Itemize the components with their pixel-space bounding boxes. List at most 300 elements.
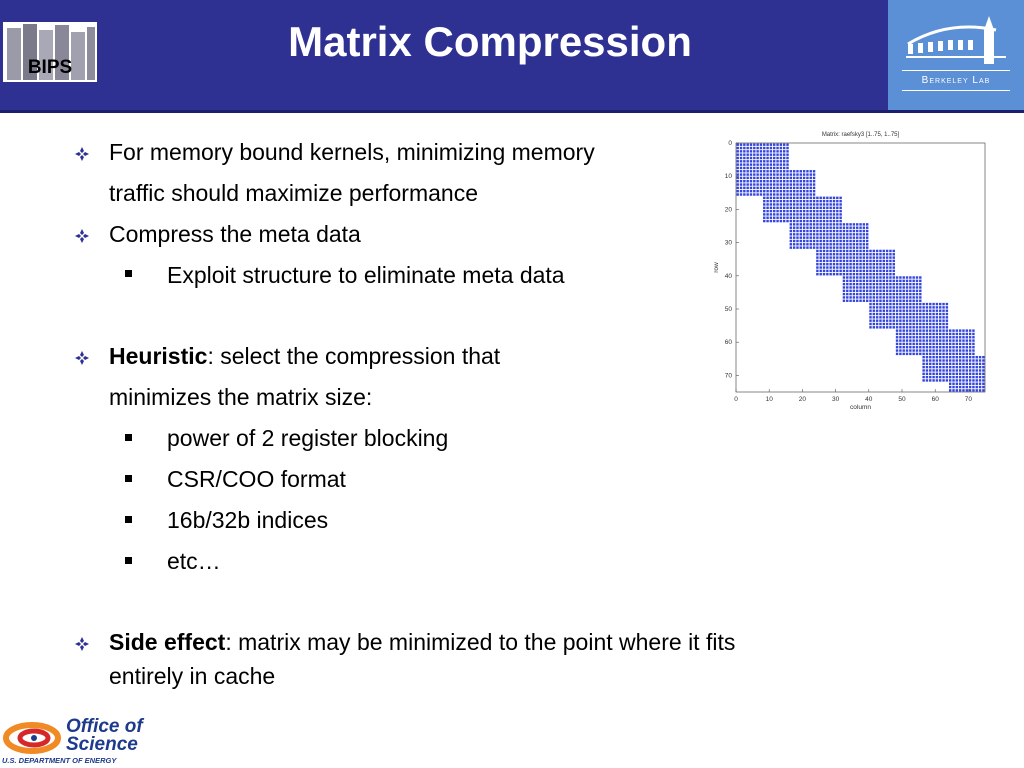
nonzero-dot: [793, 227, 795, 229]
nonzero-dot: [849, 236, 851, 238]
nonzero-dot: [800, 230, 802, 232]
nonzero-dot: [776, 210, 778, 212]
nonzero-dot: [763, 183, 765, 185]
y-tick-label: 60: [724, 339, 732, 347]
nonzero-dot: [863, 223, 865, 225]
nonzero-dot: [839, 236, 841, 238]
nonzero-dot: [783, 157, 785, 159]
nonzero-dot: [833, 200, 835, 202]
nonzero-dot: [803, 246, 805, 248]
nonzero-dot: [906, 319, 908, 321]
nonzero-dot: [966, 356, 968, 358]
nonzero-dot: [939, 310, 941, 312]
nonzero-dot: [740, 163, 742, 165]
nonzero-dot: [959, 353, 961, 355]
nonzero-dot: [846, 240, 848, 242]
nonzero-dot: [893, 283, 895, 285]
nonzero-dot: [909, 293, 911, 295]
nonzero-dot: [969, 329, 971, 331]
nonzero-dot: [976, 359, 978, 361]
nonzero-dot: [962, 356, 964, 358]
nonzero-dot: [969, 363, 971, 365]
nonzero-dot: [810, 207, 812, 209]
nonzero-dot: [866, 227, 868, 229]
nonzero-dot: [863, 263, 865, 265]
nonzero-dot: [866, 283, 868, 285]
nonzero-dot: [926, 306, 928, 308]
nonzero-dot: [853, 227, 855, 229]
nonzero-dot: [909, 280, 911, 282]
nonzero-dot: [737, 193, 739, 195]
nonzero-dot: [849, 266, 851, 268]
nonzero-dot: [912, 343, 914, 345]
nonzero-dot: [926, 313, 928, 315]
nonzero-dot: [786, 187, 788, 189]
nonzero-dot: [849, 283, 851, 285]
nonzero-dot: [972, 329, 974, 331]
nonzero-dot: [899, 346, 901, 348]
nonzero-dot: [750, 153, 752, 155]
nonzero-dot: [763, 200, 765, 202]
nonzero-dot: [869, 273, 871, 275]
nonzero-dot: [959, 329, 961, 331]
nonzero-dot: [766, 147, 768, 149]
nonzero-dot: [816, 223, 818, 225]
nonzero-dot: [879, 266, 881, 268]
nonzero-dot: [786, 183, 788, 185]
nonzero-dot: [826, 197, 828, 199]
nonzero-dot: [839, 227, 841, 229]
nonzero-dot: [903, 283, 905, 285]
nonzero-dot: [746, 170, 748, 172]
nonzero-dot: [859, 283, 861, 285]
nonzero-dot: [816, 227, 818, 229]
nonzero-dot: [786, 193, 788, 195]
nonzero-dot: [959, 373, 961, 375]
nonzero-dot: [879, 296, 881, 298]
y-tick-label: 30: [724, 239, 732, 247]
nonzero-dot: [820, 207, 822, 209]
bullet-rest: : select the compression that: [207, 343, 501, 369]
nonzero-dot: [820, 236, 822, 238]
nonzero-dot: [972, 389, 974, 391]
nonzero-dot: [886, 266, 888, 268]
nonzero-dot: [863, 266, 865, 268]
nonzero-dot: [766, 167, 768, 169]
nonzero-dot: [766, 200, 768, 202]
nonzero-dot: [766, 180, 768, 182]
nonzero-dot: [776, 193, 778, 195]
nonzero-dot: [866, 290, 868, 292]
nonzero-dot: [972, 379, 974, 381]
nonzero-dot: [912, 346, 914, 348]
nonzero-dot: [786, 147, 788, 149]
nonzero-dot: [906, 310, 908, 312]
nonzero-dot: [876, 263, 878, 265]
bullet-text: [109, 628, 735, 656]
nonzero-dot: [773, 187, 775, 189]
nonzero-dot: [866, 260, 868, 262]
nonzero-dot: [839, 273, 841, 275]
nonzero-dot: [846, 250, 848, 252]
nonzero-dot: [786, 213, 788, 215]
nonzero-dot: [846, 256, 848, 258]
nonzero-dot: [906, 323, 908, 325]
nonzero-dot: [966, 349, 968, 351]
nonzero-dot: [783, 193, 785, 195]
berkeley-lab-text: Berkeley Lab: [921, 75, 991, 86]
nonzero-dot: [760, 167, 762, 169]
nonzero-dot: [737, 183, 739, 185]
nonzero-dot: [750, 170, 752, 172]
nonzero-dot: [780, 153, 782, 155]
nonzero-dot: [903, 293, 905, 295]
nonzero-dot: [846, 276, 848, 278]
nonzero-dot: [893, 286, 895, 288]
nonzero-dot: [942, 303, 944, 305]
nonzero-dot: [883, 319, 885, 321]
nonzero-dot: [906, 296, 908, 298]
nonzero-dot: [836, 240, 838, 242]
nonzero-dot: [869, 306, 871, 308]
nonzero-dot: [922, 329, 924, 331]
nonzero-dot: [813, 193, 815, 195]
nonzero-dot: [869, 296, 871, 298]
nonzero-dot: [859, 286, 861, 288]
nonzero-dot: [843, 300, 845, 302]
nonzero-dot: [929, 369, 931, 371]
nonzero-dot: [803, 177, 805, 179]
nonzero-dot: [939, 369, 941, 371]
nonzero-dot: [800, 190, 802, 192]
nonzero-dot: [886, 290, 888, 292]
nonzero-dot: [962, 339, 964, 341]
nonzero-dot: [893, 323, 895, 325]
nonzero-dot: [800, 240, 802, 242]
nonzero-dot: [846, 290, 848, 292]
nonzero-dot: [823, 263, 825, 265]
nonzero-dot: [803, 203, 805, 205]
nonzero-dot: [839, 210, 841, 212]
nonzero-dot: [952, 373, 954, 375]
nonzero-dot: [753, 144, 755, 146]
nonzero-dot: [866, 246, 868, 248]
nonzero-dot: [793, 243, 795, 245]
nonzero-dot: [903, 286, 905, 288]
nonzero-dot: [909, 326, 911, 328]
nonzero-dot: [949, 329, 951, 331]
nonzero-dot: [949, 346, 951, 348]
nonzero-dot: [829, 220, 831, 222]
nonzero-dot: [810, 180, 812, 182]
nonzero-dot: [876, 250, 878, 252]
nonzero-dot: [813, 220, 815, 222]
nonzero-dot: [839, 266, 841, 268]
nonzero-dot: [962, 343, 964, 345]
nonzero-dot: [783, 160, 785, 162]
nonzero-dot: [883, 316, 885, 318]
nonzero-dot: [879, 300, 881, 302]
nonzero-dot: [826, 233, 828, 235]
nonzero-dot: [916, 339, 918, 341]
nonzero-dot: [826, 200, 828, 202]
nonzero-dot: [803, 187, 805, 189]
nonzero-dot: [753, 190, 755, 192]
nonzero-dot: [796, 210, 798, 212]
nonzero-dot: [823, 233, 825, 235]
nonzero-dot: [919, 293, 921, 295]
nonzero-dot: [879, 310, 881, 312]
nonzero-dot: [952, 339, 954, 341]
nonzero-dot: [942, 333, 944, 335]
nonzero-dot: [906, 339, 908, 341]
nonzero-dot: [776, 163, 778, 165]
nonzero-dot: [929, 319, 931, 321]
nonzero-dot: [863, 293, 865, 295]
nonzero-dot: [952, 386, 954, 388]
nonzero-dot: [786, 217, 788, 219]
nonzero-dot: [873, 313, 875, 315]
nonzero-dot: [982, 366, 984, 368]
nonzero-dot: [796, 217, 798, 219]
nonzero-dot: [959, 333, 961, 335]
nonzero-dot: [826, 243, 828, 245]
nonzero-dot: [829, 246, 831, 248]
nonzero-dot: [932, 316, 934, 318]
nonzero-dot: [843, 246, 845, 248]
nonzero-dot: [753, 167, 755, 169]
nonzero-dot: [773, 193, 775, 195]
nonzero-dot: [780, 197, 782, 199]
nonzero-dot: [922, 306, 924, 308]
x-axis-label: column: [850, 404, 871, 411]
nonzero-dot: [956, 369, 958, 371]
nonzero-dot: [949, 389, 951, 391]
nonzero-dot: [966, 386, 968, 388]
nonzero-dot: [939, 356, 941, 358]
nonzero-dot: [903, 319, 905, 321]
nonzero-dot: [863, 276, 865, 278]
nonzero-dot: [796, 193, 798, 195]
nonzero-dot: [959, 359, 961, 361]
nonzero-dot: [889, 319, 891, 321]
nonzero-dot: [869, 270, 871, 272]
nonzero-dot: [903, 290, 905, 292]
nonzero-dot: [912, 313, 914, 315]
nonzero-dot: [800, 207, 802, 209]
nonzero-dot: [962, 349, 964, 351]
nonzero-dot: [796, 170, 798, 172]
nonzero-dot: [737, 170, 739, 172]
nonzero-dot: [783, 190, 785, 192]
nonzero-dot: [899, 343, 901, 345]
nonzero-dot: [916, 326, 918, 328]
nonzero-dot: [886, 296, 888, 298]
nonzero-dot: [859, 243, 861, 245]
nonzero-dot: [909, 306, 911, 308]
nonzero-dot: [859, 273, 861, 275]
nonzero-dot: [780, 200, 782, 202]
nonzero-dot: [936, 369, 938, 371]
nonzero-dot: [929, 316, 931, 318]
x-tick-label: 50: [898, 396, 906, 403]
nonzero-dot: [969, 343, 971, 345]
nonzero-dot: [859, 296, 861, 298]
nonzero-dot: [790, 236, 792, 238]
nonzero-dot: [952, 376, 954, 378]
nonzero-dot: [816, 213, 818, 215]
nonzero-dot: [843, 256, 845, 258]
nonzero-dot: [889, 266, 891, 268]
nonzero-dot: [956, 386, 958, 388]
nonzero-dot: [946, 310, 948, 312]
nonzero-dot: [919, 319, 921, 321]
nonzero-dot: [846, 286, 848, 288]
nonzero-dot: [889, 290, 891, 292]
nonzero-dot: [800, 223, 802, 225]
nonzero-dot: [836, 236, 838, 238]
nonzero-dot: [806, 193, 808, 195]
nonzero-dot: [946, 346, 948, 348]
nonzero-dot: [889, 260, 891, 262]
nonzero-dot: [760, 144, 762, 146]
nonzero-dot: [866, 270, 868, 272]
nonzero-dot: [929, 336, 931, 338]
nonzero-dot: [936, 323, 938, 325]
nonzero-dot: [783, 177, 785, 179]
nonzero-dot: [826, 210, 828, 212]
nonzero-dot: [829, 213, 831, 215]
nonzero-dot: [800, 210, 802, 212]
nonzero-dot: [936, 316, 938, 318]
nonzero-dot: [919, 296, 921, 298]
nonzero-dot: [926, 373, 928, 375]
nonzero-dot: [770, 217, 772, 219]
nonzero-dot: [919, 339, 921, 341]
nonzero-dot: [952, 329, 954, 331]
nonzero-dot: [936, 310, 938, 312]
nonzero-dot: [849, 276, 851, 278]
nonzero-dot: [766, 190, 768, 192]
y-tick-label: 20: [724, 206, 732, 214]
nonzero-dot: [846, 300, 848, 302]
nonzero-dot: [896, 349, 898, 351]
nonzero-dot: [766, 153, 768, 155]
nonzero-dot: [829, 270, 831, 272]
nonzero-dot: [889, 280, 891, 282]
nonzero-dot: [856, 276, 858, 278]
nonzero-dot: [903, 326, 905, 328]
nonzero-dot: [889, 316, 891, 318]
nonzero-dot: [766, 217, 768, 219]
nonzero-dot: [800, 180, 802, 182]
nonzero-dot: [776, 173, 778, 175]
nonzero-dot: [886, 319, 888, 321]
nonzero-dot: [926, 359, 928, 361]
nonzero-dot: [826, 217, 828, 219]
nonzero-dot: [750, 180, 752, 182]
nonzero-dot: [770, 220, 772, 222]
nonzero-dot: [906, 306, 908, 308]
nonzero-dot: [853, 290, 855, 292]
nonzero-dot: [853, 240, 855, 242]
nonzero-dot: [899, 280, 901, 282]
nonzero-dot: [813, 210, 815, 212]
sub-bullet-text: Exploit structure to eliminate meta data: [167, 262, 565, 288]
nonzero-dot: [743, 153, 745, 155]
nonzero-dot: [922, 346, 924, 348]
nonzero-dot: [962, 353, 964, 355]
nonzero-dot: [982, 359, 984, 361]
nonzero-dot: [743, 193, 745, 195]
nonzero-dot: [746, 163, 748, 165]
nonzero-dot: [866, 223, 868, 225]
nonzero-dot: [899, 336, 901, 338]
nonzero-dot: [786, 157, 788, 159]
nonzero-dot: [929, 376, 931, 378]
nonzero-dot: [956, 343, 958, 345]
nonzero-dot: [743, 177, 745, 179]
nonzero-dot: [912, 290, 914, 292]
nonzero-dot: [839, 223, 841, 225]
nonzero-dot: [790, 227, 792, 229]
nonzero-dot: [903, 349, 905, 351]
nonzero-dot: [843, 270, 845, 272]
nonzero-dot: [982, 389, 984, 391]
nonzero-dot: [756, 173, 758, 175]
nonzero-dot: [966, 339, 968, 341]
nonzero-dot: [796, 230, 798, 232]
nonzero-dot: [906, 336, 908, 338]
nonzero-dot: [766, 210, 768, 212]
nonzero-dot: [740, 150, 742, 152]
nonzero-dot: [932, 303, 934, 305]
nonzero-dot: [849, 240, 851, 242]
nonzero-dot: [796, 173, 798, 175]
nonzero-dot: [926, 333, 928, 335]
nonzero-dot: [936, 379, 938, 381]
nonzero-dot: [876, 273, 878, 275]
nonzero-dot: [783, 173, 785, 175]
nonzero-dot: [909, 286, 911, 288]
nonzero-dot: [786, 163, 788, 165]
nonzero-dot: [896, 310, 898, 312]
nonzero-dot: [849, 296, 851, 298]
nonzero-dot: [889, 286, 891, 288]
nonzero-dot: [966, 383, 968, 385]
nonzero-dot: [929, 359, 931, 361]
nonzero-dot: [863, 246, 865, 248]
nonzero-dot: [929, 329, 931, 331]
nonzero-dot: [886, 263, 888, 265]
nonzero-dot: [869, 266, 871, 268]
nonzero-dot: [906, 276, 908, 278]
nonzero-dot: [956, 349, 958, 351]
nonzero-dot: [889, 313, 891, 315]
nonzero-dot: [869, 326, 871, 328]
nonzero-dot: [846, 243, 848, 245]
nonzero-dot: [879, 260, 881, 262]
nonzero-dot: [823, 236, 825, 238]
nonzero-dot: [816, 207, 818, 209]
nonzero-dot: [886, 260, 888, 262]
nonzero-dot: [813, 236, 815, 238]
nonzero-dot: [893, 326, 895, 328]
nonzero-dot: [866, 280, 868, 282]
nonzero-dot: [979, 363, 981, 365]
nonzero-dot: [903, 329, 905, 331]
nonzero-dot: [972, 373, 974, 375]
